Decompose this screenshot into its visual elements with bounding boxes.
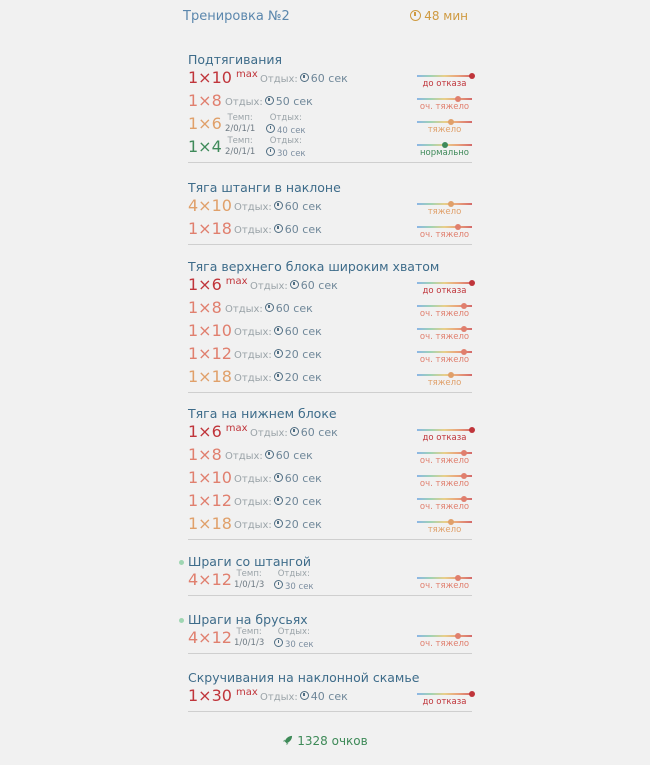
difficulty-track <box>417 521 472 523</box>
rest-info <box>250 426 338 439</box>
rest-time: 50 сек <box>275 95 313 108</box>
rest-value <box>274 580 314 593</box>
clock-icon <box>266 124 275 133</box>
difficulty-label: оч. тяжело <box>419 581 470 591</box>
max-badge: max <box>225 423 248 434</box>
reps-count <box>188 196 232 215</box>
clock-icon <box>265 303 274 312</box>
difficulty-scale <box>417 219 472 241</box>
reps-count <box>188 219 232 238</box>
rest-time: 30 сек <box>285 582 314 592</box>
difficulty-track <box>417 121 472 123</box>
difficulty-label: оч. тяжело <box>419 479 470 489</box>
rest-info <box>274 627 314 651</box>
status-dot <box>179 618 184 623</box>
set-row[interactable] <box>188 491 472 514</box>
rest-time: 20 сек <box>284 518 322 531</box>
rest-value <box>274 638 314 651</box>
rest-value <box>265 449 313 462</box>
reps-value: 4×12 <box>188 570 232 589</box>
clock-icon <box>290 280 299 289</box>
rest-time: 20 сек <box>284 371 322 384</box>
set-row[interactable] <box>188 445 472 468</box>
reps-count <box>188 422 248 441</box>
reps-value: 1×4 <box>188 137 222 156</box>
reps-value: 4×10 <box>188 196 232 215</box>
difficulty-label: тяжело <box>427 525 462 535</box>
rest-info <box>234 371 322 384</box>
rest-value <box>274 371 322 384</box>
rest-value <box>274 325 322 338</box>
rest-info <box>225 449 313 462</box>
difficulty-scale <box>417 196 472 218</box>
difficulty-track <box>417 577 472 579</box>
reps-count <box>188 468 232 487</box>
set-row[interactable] <box>188 344 472 367</box>
rest-time: 60 сек <box>275 449 313 462</box>
reps-value: 1×10 <box>188 468 232 487</box>
difficulty-track <box>417 75 472 77</box>
difficulty-scale <box>417 570 472 592</box>
clock-icon <box>265 96 274 105</box>
reps-count <box>188 367 232 386</box>
reps-count <box>188 114 222 133</box>
rest-time: 30 сек <box>277 149 306 159</box>
exercise-name: Скручивания на наклонной скамье <box>188 670 420 685</box>
difficulty-label: оч. тяжело <box>419 355 470 365</box>
rocket-icon <box>282 735 293 746</box>
rest-label: Отдых: <box>234 225 272 236</box>
exercise-divider <box>188 539 472 540</box>
workout-duration <box>410 9 468 23</box>
reps-value: 1×30 <box>188 686 232 705</box>
rest-time: 60 сек <box>284 200 322 213</box>
difficulty-scale <box>417 491 472 513</box>
clock-icon <box>410 10 421 21</box>
clock-icon <box>265 450 274 459</box>
exercise-divider <box>188 595 472 596</box>
difficulty-label: оч. тяжело <box>419 230 470 240</box>
reps-value: 1×18 <box>188 219 232 238</box>
rest-label: Отдых: <box>234 474 272 485</box>
duration-value: 48 мин <box>424 9 468 23</box>
reps-count <box>188 628 232 647</box>
clock-icon <box>274 473 283 482</box>
tempo-value: 1/0/1/3 <box>234 638 265 648</box>
rest-time: 20 сек <box>284 348 322 361</box>
difficulty-track <box>417 635 472 637</box>
set-row[interactable] <box>188 219 472 242</box>
reps-value: 1×18 <box>188 367 232 386</box>
tempo-value: 2/0/1/1 <box>225 124 256 134</box>
rest-info <box>234 348 322 361</box>
reps-value: 4×12 <box>188 628 232 647</box>
rest-time: 20 сек <box>284 495 322 508</box>
rest-label: Отдых: <box>225 97 263 108</box>
difficulty-label: до отказа <box>422 79 467 89</box>
difficulty-scale <box>417 468 472 490</box>
clock-icon <box>274 201 283 210</box>
set-row[interactable] <box>188 570 472 593</box>
difficulty-label: нормально <box>420 148 469 158</box>
rest-label: Отдых: <box>269 136 302 146</box>
rest-time: 60 сек <box>300 279 338 292</box>
rest-info <box>234 495 322 508</box>
reps-count <box>188 68 258 87</box>
clock-icon <box>266 147 275 156</box>
difficulty-scale <box>417 628 472 650</box>
clock-icon <box>274 349 283 358</box>
points-value: 1328 очков <box>297 734 368 748</box>
tempo-info <box>234 627 264 649</box>
difficulty-label: тяжело <box>427 207 462 217</box>
difficulty-label: тяжело <box>427 125 462 135</box>
rest-label: Отдых: <box>225 304 263 315</box>
exercise-name: Тяга верхнего блока широким хватом <box>188 259 440 274</box>
clock-icon <box>300 691 309 700</box>
rest-label: Отдых: <box>260 74 298 85</box>
rest-label: Отдых: <box>234 202 272 213</box>
reps-count <box>188 91 222 110</box>
clock-icon <box>274 638 283 647</box>
reps-value: 1×12 <box>188 344 232 363</box>
rest-info <box>266 136 306 160</box>
difficulty-scale <box>417 298 472 320</box>
rest-value <box>265 302 313 315</box>
rest-time: 60 сек <box>275 302 313 315</box>
difficulty-track <box>417 429 472 431</box>
set-row[interactable] <box>188 91 472 114</box>
rest-info <box>260 690 348 703</box>
reps-value: 1×6 <box>188 422 222 441</box>
tempo-value: 2/0/1/1 <box>225 147 256 157</box>
rest-label: Отдых: <box>277 569 310 579</box>
difficulty-track <box>417 374 472 376</box>
rest-info <box>266 113 306 137</box>
rest-label: Отдых: <box>277 627 310 637</box>
status-dot <box>179 560 184 565</box>
difficulty-label: оч. тяжело <box>419 502 470 512</box>
rest-value <box>290 426 338 439</box>
reps-count <box>188 514 232 533</box>
difficulty-scale <box>417 344 472 366</box>
rest-value <box>274 223 322 236</box>
set-row[interactable] <box>188 275 472 298</box>
reps-count <box>188 491 232 510</box>
rest-value <box>266 147 306 160</box>
rest-info <box>260 72 348 85</box>
rest-label: Отдых: <box>234 327 272 338</box>
reps-value: 1×12 <box>188 491 232 510</box>
difficulty-scale <box>417 68 472 90</box>
clock-icon <box>300 73 309 82</box>
difficulty-scale <box>417 514 472 536</box>
exercise-divider <box>188 653 472 654</box>
difficulty-label: оч. тяжело <box>419 332 470 342</box>
reps-count <box>188 321 232 340</box>
reps-count <box>188 570 232 589</box>
max-badge: max <box>235 69 258 80</box>
difficulty-scale <box>417 114 472 136</box>
difficulty-scale <box>417 91 472 113</box>
rest-label: Отдых: <box>269 113 302 123</box>
exercise-divider <box>188 711 472 712</box>
rest-info <box>234 223 322 236</box>
set-row[interactable] <box>188 137 472 160</box>
rest-info <box>234 325 322 338</box>
tempo-label: Темп: <box>236 627 262 637</box>
exercise-divider <box>188 162 472 163</box>
rest-value <box>274 200 322 213</box>
reps-value: 1×8 <box>188 445 222 464</box>
clock-icon <box>274 580 283 589</box>
reps-count <box>188 275 248 294</box>
exercise-name: Тяга штанги в наклоне <box>188 180 341 195</box>
clock-icon <box>290 427 299 436</box>
set-row[interactable] <box>188 514 472 537</box>
rest-value <box>290 279 338 292</box>
tempo-info <box>225 136 255 158</box>
rest-time: 40 сек <box>310 690 348 703</box>
rest-time: 40 сек <box>277 126 306 136</box>
difficulty-track <box>417 98 472 100</box>
reps-value: 1×8 <box>188 298 222 317</box>
difficulty-scale <box>417 422 472 444</box>
clock-icon <box>274 326 283 335</box>
rest-info <box>250 279 338 292</box>
rest-time: 60 сек <box>284 223 322 236</box>
difficulty-track <box>417 203 472 205</box>
difficulty-track <box>417 693 472 695</box>
rest-label: Отдых: <box>250 281 288 292</box>
tempo-label: Темп: <box>227 136 253 146</box>
workout-title: Тренировка №2 <box>183 9 290 24</box>
difficulty-scale <box>417 445 472 467</box>
rest-label: Отдых: <box>234 350 272 361</box>
rest-info <box>225 302 313 315</box>
difficulty-label: оч. тяжело <box>419 639 470 649</box>
exercise-name: Тяга на нижнем блоке <box>188 406 337 421</box>
set-row[interactable] <box>188 196 472 219</box>
rest-value <box>265 95 313 108</box>
difficulty-scale <box>417 321 472 343</box>
difficulty-label: тяжело <box>427 378 462 388</box>
max-badge: max <box>235 687 258 698</box>
tempo-value: 1/0/1/3 <box>234 580 265 590</box>
reps-value: 1×10 <box>188 321 232 340</box>
difficulty-label: до отказа <box>422 286 467 296</box>
rest-info <box>234 200 322 213</box>
rest-label: Отдых: <box>260 692 298 703</box>
reps-count <box>188 137 222 156</box>
difficulty-label: оч. тяжело <box>419 456 470 466</box>
difficulty-scale <box>417 137 472 159</box>
rest-time: 60 сек <box>310 72 348 85</box>
rest-info <box>234 472 322 485</box>
difficulty-track <box>417 226 472 228</box>
rest-info <box>234 518 322 531</box>
difficulty-scale <box>417 686 472 708</box>
rest-info <box>225 95 313 108</box>
rest-value <box>274 348 322 361</box>
points-footer <box>0 734 650 748</box>
workout-header <box>0 0 650 36</box>
rest-value <box>300 690 348 703</box>
exercise-divider <box>188 392 472 393</box>
difficulty-label: оч. тяжело <box>419 102 470 112</box>
difficulty-scale <box>417 367 472 389</box>
rest-value <box>274 518 322 531</box>
clock-icon <box>274 519 283 528</box>
tempo-label: Темп: <box>227 113 253 123</box>
exercise-name: Подтягивания <box>188 52 283 67</box>
rest-value <box>300 72 348 85</box>
rest-value <box>274 472 322 485</box>
difficulty-label: до отказа <box>422 697 467 707</box>
difficulty-label: до отказа <box>422 433 467 443</box>
rest-info <box>274 569 314 593</box>
set-row[interactable] <box>188 686 472 709</box>
exercise-name: Шраги на брусьях <box>188 612 308 627</box>
rest-label: Отдых: <box>234 373 272 384</box>
rest-time: 30 сек <box>285 640 314 650</box>
set-row[interactable] <box>188 298 472 321</box>
difficulty-track <box>417 282 472 284</box>
reps-value: 1×10 <box>188 68 232 87</box>
rest-label: Отдых: <box>250 428 288 439</box>
tempo-info <box>225 113 255 135</box>
set-row[interactable] <box>188 628 472 651</box>
reps-value: 1×8 <box>188 91 222 110</box>
clock-icon <box>274 496 283 505</box>
max-badge: max <box>225 276 248 287</box>
set-row[interactable] <box>188 114 472 137</box>
exercise-divider <box>188 244 472 245</box>
rest-value <box>274 495 322 508</box>
reps-count <box>188 686 258 705</box>
set-row[interactable] <box>188 468 472 491</box>
reps-value: 1×6 <box>188 114 222 133</box>
tempo-info <box>234 569 264 591</box>
tempo-label: Темп: <box>236 569 262 579</box>
clock-icon <box>274 224 283 233</box>
set-row[interactable] <box>188 68 472 91</box>
rest-label: Отдых: <box>234 497 272 508</box>
rest-label: Отдых: <box>225 451 263 462</box>
set-row[interactable] <box>188 367 472 390</box>
rest-time: 60 сек <box>300 426 338 439</box>
reps-count <box>188 344 232 363</box>
rest-label: Отдых: <box>234 520 272 531</box>
reps-count <box>188 298 222 317</box>
rest-time: 60 сек <box>284 472 322 485</box>
clock-icon <box>274 372 283 381</box>
difficulty-label: оч. тяжело <box>419 309 470 319</box>
set-row[interactable] <box>188 321 472 344</box>
exercise-name: Шраги со штангой <box>188 554 312 569</box>
reps-value: 1×6 <box>188 275 222 294</box>
difficulty-scale <box>417 275 472 297</box>
rest-time: 60 сек <box>284 325 322 338</box>
reps-value: 1×18 <box>188 514 232 533</box>
set-row[interactable] <box>188 422 472 445</box>
reps-count <box>188 445 222 464</box>
